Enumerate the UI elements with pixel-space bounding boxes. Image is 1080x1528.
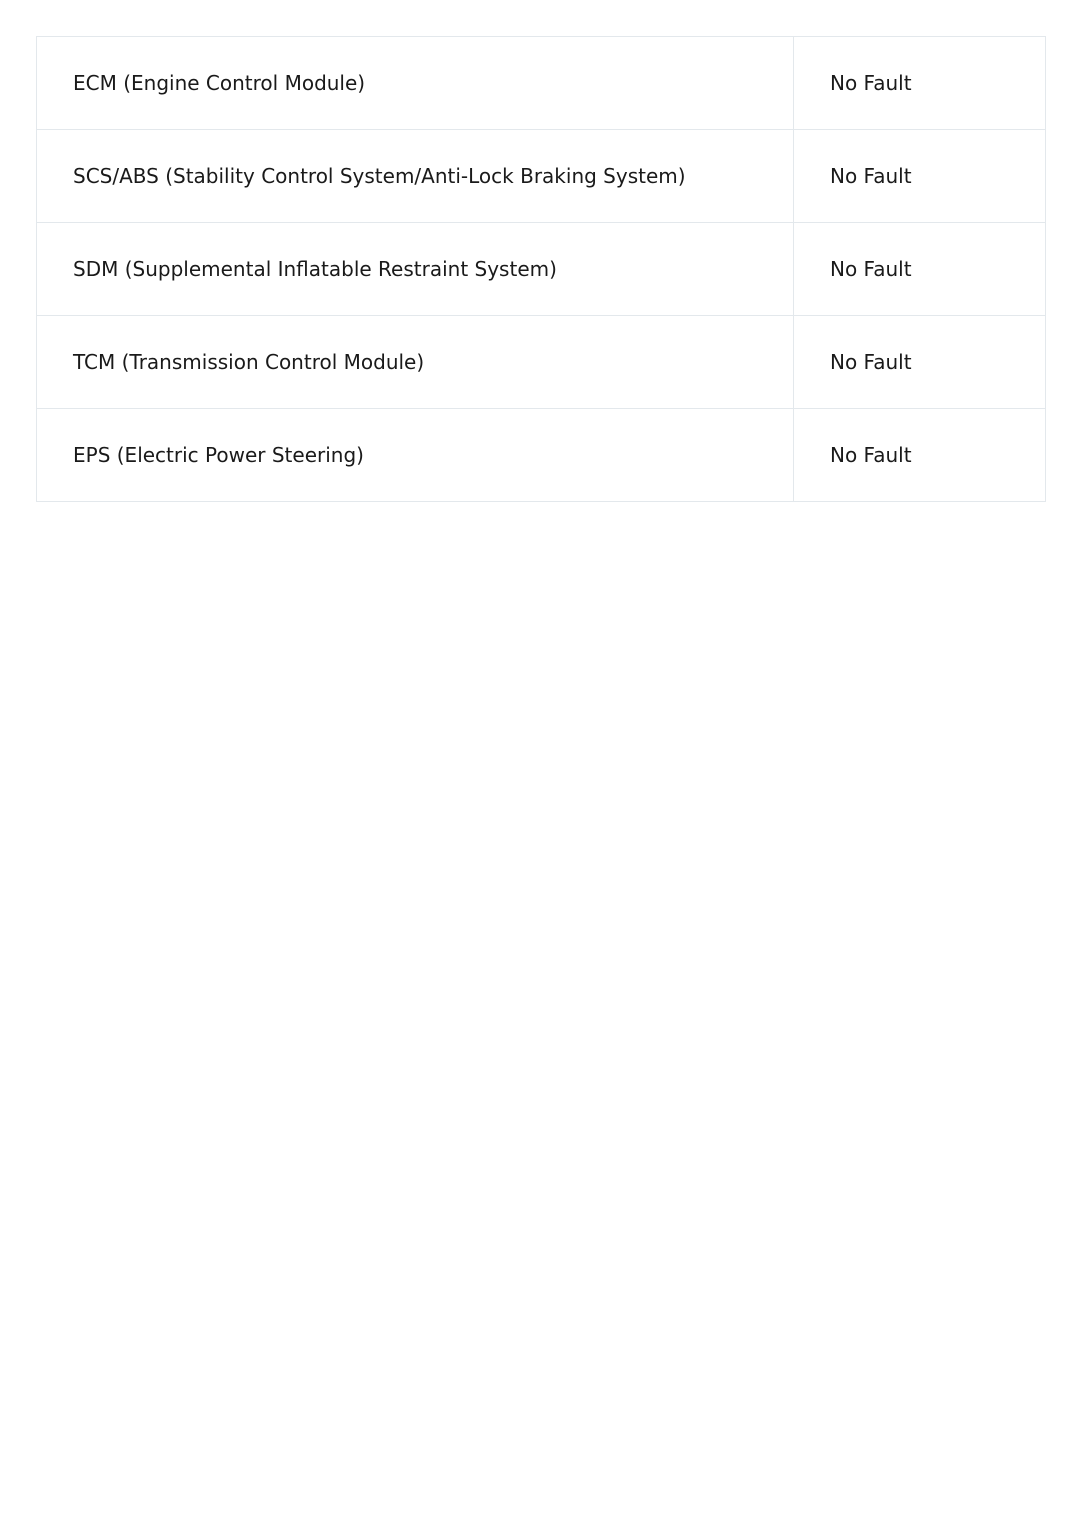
module-name-cell: EPS (Electric Power Steering) (37, 409, 794, 502)
table-row (37, 223, 1046, 316)
module-name-cell: SDM (Supplemental Inflatable Restraint System) (37, 223, 794, 316)
fault-status-cell: No Fault (794, 409, 1046, 502)
module-name-cell: ECM (Engine Control Module) (37, 37, 794, 130)
module-name-cell: SCS/ABS (Stability Control System/Anti-Lock Braking System) (37, 130, 794, 223)
fault-status-cell: No Fault (794, 37, 1046, 130)
fault-status-cell: No Fault (794, 316, 1046, 409)
module-name-cell: TCM (Transmission Control Module) (37, 316, 794, 409)
table-row (37, 316, 1046, 409)
fault-status-cell: No Fault (794, 223, 1046, 316)
diagnostics-table (36, 36, 1046, 502)
table-row (37, 409, 1046, 502)
table-row (37, 130, 1046, 223)
table-row (37, 37, 1046, 130)
fault-status-cell: No Fault (794, 130, 1046, 223)
